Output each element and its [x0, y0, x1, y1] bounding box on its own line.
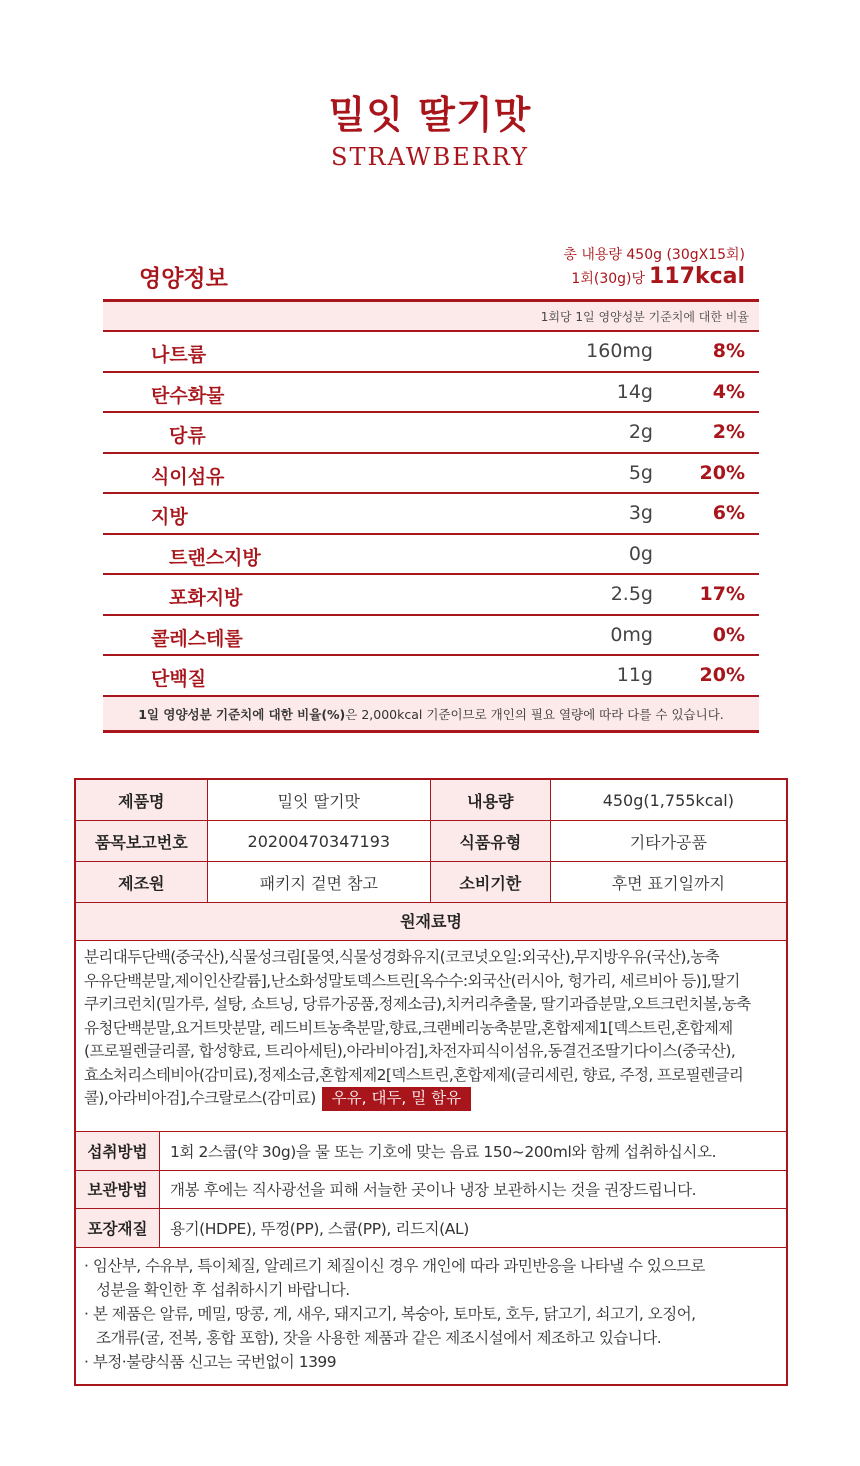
info-value: 밀잇 딸기맛 [207, 780, 430, 820]
nutrient-row [103, 373, 759, 414]
nutrient-row [103, 413, 759, 454]
info-value: 20200470347193 [207, 821, 430, 861]
storage-row [76, 1171, 786, 1210]
daily-value-label: 1회당 1일 영양성분 기준치에 대한 비율 [103, 302, 759, 332]
info-label: 제조원 [76, 862, 207, 902]
info-value: 기타가공품 [550, 821, 786, 861]
product-subtitle: STRAWBERRY [331, 143, 529, 171]
intake-value: 1회 2스쿱(약 30g)을 물 또는 기호에 맞는 음료 150~200ml와 함께 섭취하십시오. [170, 1142, 717, 1161]
info-value: 패키지 겉면 참고 [207, 862, 430, 902]
info-row [76, 780, 786, 821]
intake-row [76, 1132, 786, 1171]
info-label: 식품유형 [430, 821, 550, 861]
info-label: 품목보고번호 [76, 821, 207, 861]
info-value: 450g(1,755kcal) [550, 780, 786, 820]
info-label: 소비기한 [430, 862, 550, 902]
footnote-bold: 1일 영양성분 기준치에 대한 비율(%) [138, 706, 346, 722]
storage-label: 보관방법 [76, 1171, 160, 1209]
footnote-text: 은 2,000kcal 기준이므로 개인의 필요 열량에 따라 다를 수 있습니다. [345, 706, 724, 722]
info-value: 후면 표기일까지 [550, 862, 786, 902]
info-row [76, 821, 786, 862]
ingredients-line: 유청단백분말,요거트맛분말, 레드비트농축분말,향료,크랜베리농축분말,혼합제제1[덱스트린,혼합제제 [84, 1018, 733, 1037]
ingredients-line: 우유단백분말,제이인산칼륨],난소화성말토덱스트린[옥수수:외국산(러시아, 헝가리, 세르비아 등)],딸기 [84, 971, 740, 990]
kcal-value: 117kcal [649, 264, 745, 289]
caution-line: · 부정·불량식품 신고는 국번없이 1399 [84, 1352, 337, 1371]
nutrient-row [103, 616, 759, 657]
nutrient-amount: 3g [628, 502, 653, 524]
nutrition-footnote [103, 697, 759, 733]
nutrient-percent: 6% [712, 502, 745, 524]
ingredients-line: 효소처리스테비아(감미료),정제소금,혼합제제2[덱스트린,혼합제제(글리세린, 향료, 주정, 프로필렌글리 [84, 1065, 744, 1084]
nutrient-percent: 20% [699, 664, 745, 686]
ingredients-line-last [84, 1087, 778, 1111]
ingredients-line: 분리대두단백(중국산),식물성크림[물엿,식물성경화유지(코코넛오일:외국산),무지방우유(국산),농축 [84, 948, 719, 966]
nutrient-amount: 5g [628, 461, 653, 484]
ingredients-list [76, 941, 786, 1132]
nutrient-row [103, 332, 759, 373]
info-label: 내용량 [430, 780, 550, 820]
nutrient-row [103, 454, 759, 495]
per-serving-label: 1회(30g)당 [571, 271, 646, 287]
nutrient-name: 지방 [151, 506, 188, 528]
caution-line: 성분을 확인한 후 섭취하시기 바랍니다. [96, 1280, 350, 1299]
nutrient-name: 트랜스지방 [169, 546, 261, 569]
nutrient-row [103, 494, 759, 535]
nutrient-amount: 160mg [586, 340, 653, 362]
packaging-row [76, 1209, 786, 1248]
nutrient-percent: 8% [712, 340, 745, 362]
ingredients-heading: 원재료명 [76, 903, 786, 941]
nutrition-header [103, 240, 759, 302]
intake-label: 섭취방법 [76, 1132, 160, 1170]
ingredients-line: 쿠키크런치(밀가루, 설탕, 쇼트닝, 당류가공품,정제소금),치커리추출물, 딸기과즙분말,오트크런치볼,농축 [84, 995, 751, 1013]
caution-notes [76, 1248, 786, 1380]
nutrient-name: 식이섬유 [151, 465, 225, 488]
ingredients-line: (프로필렌글리콜, 합성향료, 트리아세틴),아라비아검],차전자피식이섬유,동결건조딸기다이스(중국산), [84, 1042, 736, 1060]
product-title: 밀잇 딸기맛 [328, 93, 532, 137]
allergy-badge: 우유, 대두, 밀 함유 [322, 1087, 471, 1111]
nutrient-name: 콜레스테롤 [151, 627, 243, 650]
packaging-label: 포장재질 [76, 1209, 160, 1247]
nutrient-amount: 11g [616, 664, 653, 686]
packaging-value: 용기(HDPE), 뚜껑(PP), 스쿱(PP), 리드지(AL) [170, 1219, 469, 1238]
nutrient-name: 나트륨 [151, 344, 207, 366]
product-info-table [74, 778, 788, 1386]
nutrient-name: 단백질 [151, 668, 207, 690]
nutrient-row [103, 535, 759, 576]
nutrition-panel [103, 240, 759, 733]
nutrient-percent: 4% [712, 380, 745, 403]
nutrient-name: 포화지방 [169, 587, 243, 609]
nutrition-heading: 영양정보 [139, 266, 228, 292]
nutrient-amount: 14g [616, 380, 653, 403]
caution-line: 조개류(굴, 전복, 홍합 포함), 잣을 사용한 제품과 같은 제조시설에서 제조하고 있습니다. [96, 1328, 662, 1347]
nutrient-percent: 2% [712, 421, 745, 443]
nutrient-row [103, 656, 759, 697]
nutrient-percent: 17% [699, 583, 745, 605]
nutrient-row [103, 575, 759, 616]
nutrient-name: 탄수화물 [151, 384, 225, 407]
info-label: 제품명 [76, 780, 207, 820]
nutrient-name: 당류 [169, 425, 206, 447]
caution-line: · 본 제품은 알류, 메밀, 땅콩, 게, 새우, 돼지고기, 복숭아, 토마토, 호두, 닭고기, 쇠고기, 오징어, [84, 1304, 696, 1323]
nutrient-amount: 0mg [610, 623, 653, 646]
storage-value: 개봉 후에는 직사광선을 피해 서늘한 곳이나 냉장 보관하시는 것을 권장드립니다. [170, 1181, 697, 1200]
nutrient-amount: 2.5g [610, 583, 653, 605]
caution-line: · 임산부, 수유부, 특이체질, 알레르기 체질이신 경우 개인에 따라 과민반응을 나타낼 수 있으므로 [84, 1256, 705, 1275]
per-serving [571, 264, 745, 289]
total-content: 총 내용량 450g (30gX15회) [563, 247, 745, 263]
nutrient-amount: 0g [628, 542, 653, 565]
nutrient-amount: 2g [628, 421, 653, 443]
ingredients-line: 콜),아라비아검],수크랄로스(감미료) [84, 1089, 316, 1107]
nutrient-percent: 20% [699, 461, 745, 484]
nutrient-percent: 0% [712, 623, 745, 646]
info-row [76, 862, 786, 903]
